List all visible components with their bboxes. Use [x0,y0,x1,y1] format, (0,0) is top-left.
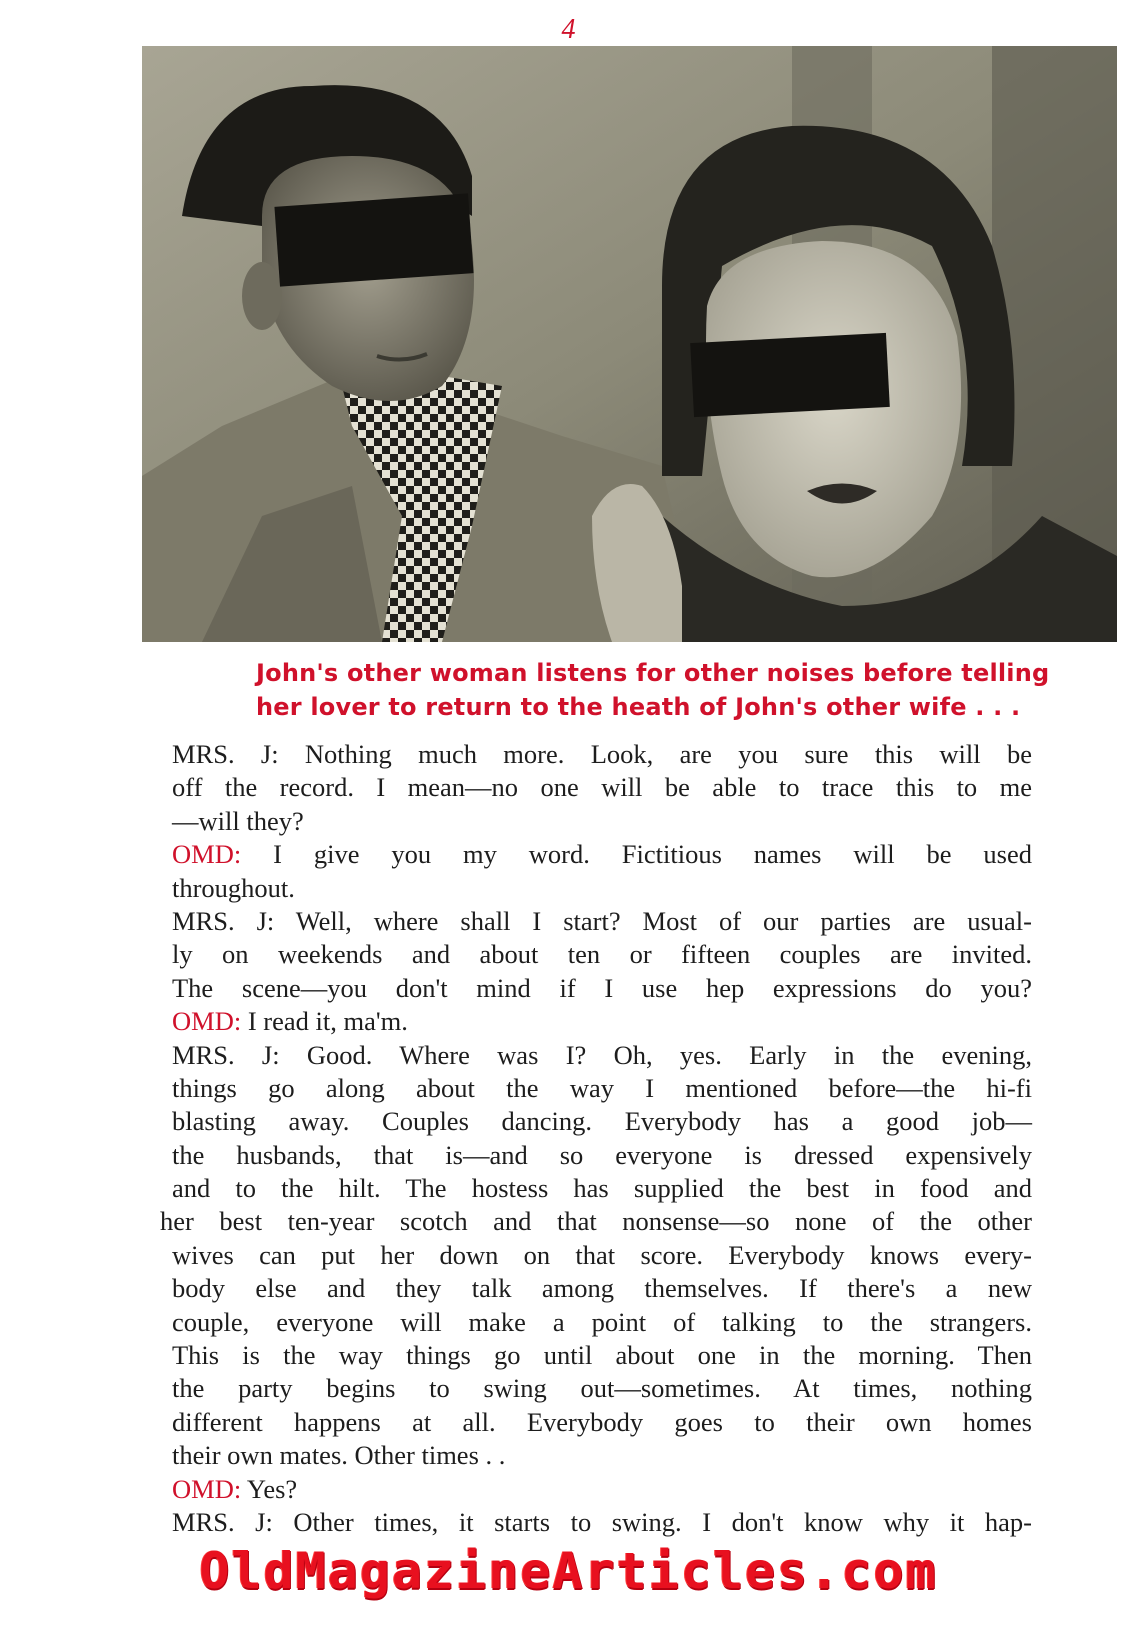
text-line: off the record. I mean—no one will be able to trace this to me [172,772,1032,803]
text-line: body else and they talk among themselves. If there's a new [172,1273,1032,1304]
text-line: This is the way things go until about one in the morning. Then [172,1340,1032,1371]
text-line: couple, everyone will make a point of talking to the strangers. [172,1306,1032,1337]
text-line: their own mates. Other times . . [172,1440,506,1471]
caption-line: John's other woman listens for other noises before telling [256,659,1050,687]
text-line: MRS. J: Nothing much more. Look, are you sure this will be [172,739,1032,769]
text-line: and to the hilt. The hostess has supplied the best in food and [172,1173,1032,1204]
text-line: blasting away. Couples dancing. Everybody has a good job— [172,1106,1032,1137]
omd-line [172,1473,1032,1506]
text-line: —will they? [172,805,304,836]
text-line: Yes? [241,1473,298,1504]
omd-speaker: OMD: [172,1006,242,1037]
page-number: 4 [561,14,576,45]
text-line: her best ten-year scotch and that nonsense—so none of the other [160,1206,1032,1237]
article-body [160,738,1032,1539]
omd-speaker: OMD: [172,1473,242,1504]
text-line: I give you my word. Fictitious names will be used [241,839,1032,870]
text-line: the husbands, that is—and so everyone is dressed expensively [172,1139,1032,1170]
site-watermark: OldMagazineArticles.com [199,1542,938,1600]
omd-line [172,1005,1032,1038]
article-photo [142,46,1117,642]
omd-line [172,838,1032,871]
text-line: MRS. J: Other times, it starts to swing. I don't know why it hap- [172,1506,1032,1537]
text-line: MRS. J: Good. Where was I? Oh, yes. Early in the evening, [172,1039,1032,1070]
text-line: ly on weekends and about ten or fifteen couples are invited. [172,939,1032,970]
text-line: the party begins to swing out—sometimes. At times, nothing [172,1373,1032,1404]
text-line: things go along about the way I mentioned before—the hi-fi [172,1072,1032,1103]
text-line: The scene—you don't mind if I use hep expressions do you? [172,972,1032,1003]
caption-line: her lover to return to the heath of John's other wife . . . [256,693,1021,721]
text-line: wives can put her down on that score. Everybody knows every- [172,1239,1032,1270]
text-line: MRS. J: Well, where shall I start? Most of our parties are usual- [172,905,1032,936]
text-line: different happens at all. Everybody goes to their own homes [172,1406,1032,1437]
text-line: throughout. [172,872,295,903]
photo-caption [256,656,1050,724]
text-line: I read it, ma'm. [241,1006,408,1037]
omd-speaker: OMD: [172,839,242,870]
